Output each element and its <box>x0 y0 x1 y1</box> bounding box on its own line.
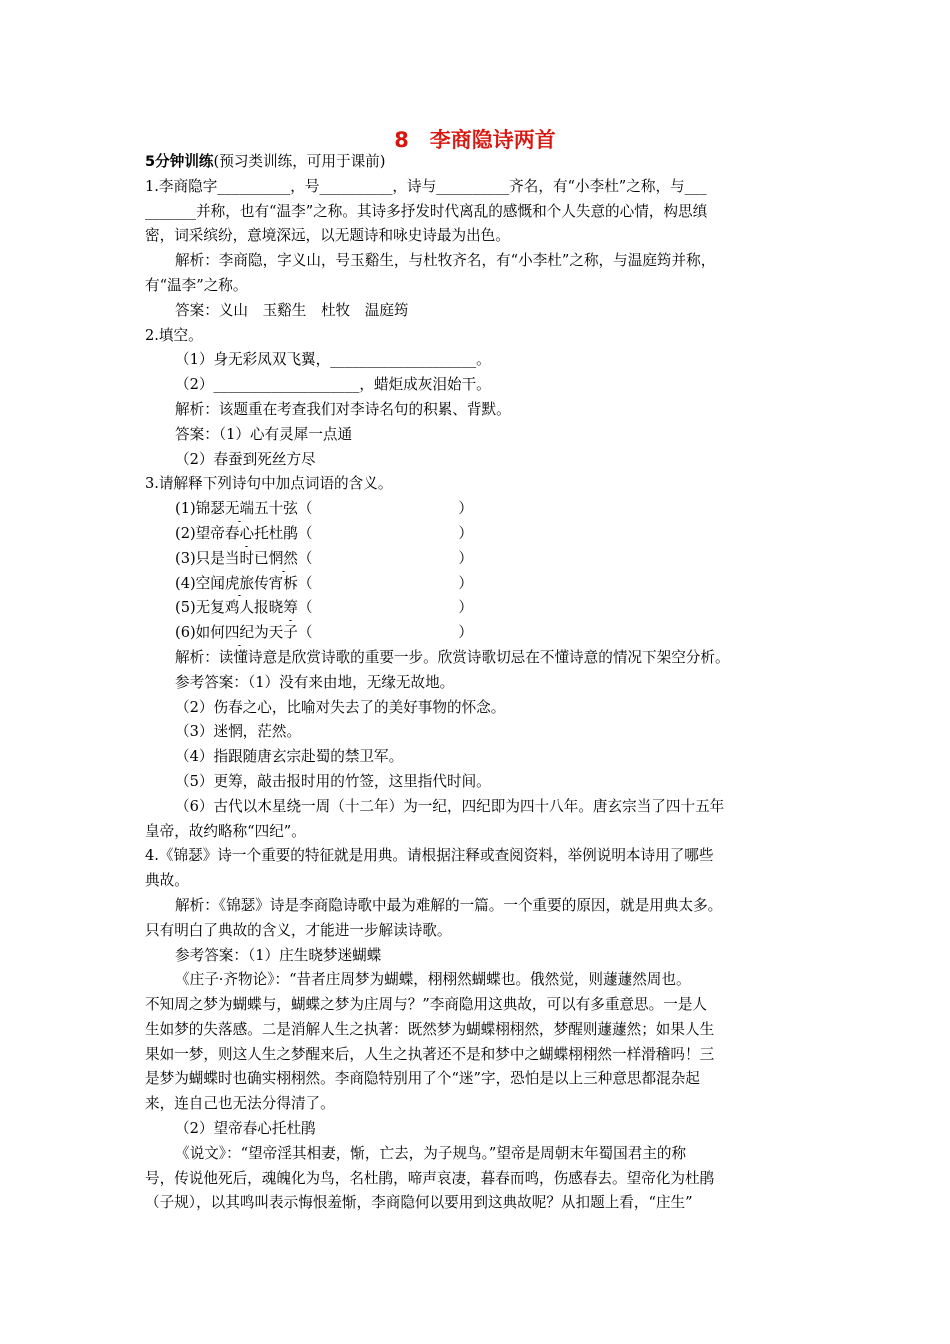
q4-para-1-line-5: 是梦为蝴蝶时也确实栩栩然。李商隐特别用了个“迷”字，恐怕是以上三种意思都混杂起 <box>145 1070 700 1088</box>
q3-item-text: (1)锦瑟 <box>175 500 225 518</box>
q3-item-text: (6)如何 <box>175 624 225 642</box>
q3-answer-3: （3）迷惘，茫然。 <box>175 723 302 741</box>
q2-answer-2: （2）春蚕到死丝方尽 <box>175 450 316 468</box>
q4-stem-2: 典故。 <box>145 872 189 890</box>
q4-sub-heading-2: （2）望帝春心托杜鹃 <box>175 1120 316 1138</box>
q3-item-text: (2)望帝春 <box>175 524 240 542</box>
q4-para-1-line-1: 《庄子·齐物论》：“昔者庄周梦为蝴蝶，栩栩然蝴蝶也。俄然觉，则蘧蘧然周也。 <box>175 971 691 989</box>
section-header <box>145 150 811 175</box>
q4-analysis-2: 只有明白了典故的含义，才能进一步解读诗歌。 <box>145 921 452 939</box>
document-body <box>145 150 811 1216</box>
q3-item <box>145 572 811 597</box>
q3-item <box>145 522 811 547</box>
q4-para-2-line-3: （子规），以其鸣叫表示悔恨羞惭，李商隐何以要用到这典故呢？从扣题上看，“庄生” <box>145 1194 693 1212</box>
q1-answer: 答案：义山 玉谿生 杜牧 温庭筠 <box>175 301 409 319</box>
section-note: (预习类训练，可用于课前) <box>213 153 386 170</box>
q3-item-blank: （ ） <box>297 549 473 567</box>
section-label: 5分钟训练 <box>145 153 214 170</box>
page-title: 8 李商隐诗两首 <box>394 128 556 152</box>
dotted-word: 心 <box>239 522 254 547</box>
q3-item-blank: 传宵柝（ ） <box>254 574 473 592</box>
q4-ref-answer: 参考答案：（1）庄生晓梦迷蝴蝶 <box>175 946 382 964</box>
q3-item-blank: 为天子（ ） <box>254 624 473 642</box>
dotted-word: 无端 <box>225 497 254 522</box>
q4-para-2-line-2: 号，传说他死后，魂魄化为鸟，名杜鹃，啼声哀凄，暮春而鸣，伤感春去。望帝化为杜鹃 <box>145 1169 715 1187</box>
q4-para-1-line-6: 来，连自己也无法分得清了。 <box>145 1095 335 1113</box>
q3-item-text: (3)只是当时已 <box>175 549 269 567</box>
q3-item-blank: 五十弦（ ） <box>254 500 473 518</box>
q4-para-1-line-2: 不知周之梦为蝴蝶与，蝴蝶之梦为庄周与？”李商隐用这典故，可以有多重意思。一是人 <box>145 996 708 1014</box>
q3-item-text: (4)空闻 <box>175 574 225 592</box>
dotted-word: 惘然 <box>269 547 298 572</box>
q3-item-text: (5)无复鸡人报晓 <box>175 599 284 617</box>
q1-line-2: _______并称，也有“温李”之称。其诗多抒发时代离乱的感慨和个人失意的心情，构思缜 <box>145 202 708 220</box>
dotted-word: 四纪 <box>225 621 254 646</box>
q4-stem-1: 4.《锦瑟》诗一个重要的特征就是用典。请根据注释或查阅资料，举例说明本诗用了哪些 <box>145 847 714 865</box>
q4-para-1-line-4: 果如一梦，则这人生之梦醒来后，人生之执著还不是和梦中之蝴蝶栩栩然一样滑稽吗！三 <box>145 1045 715 1063</box>
q3-item-blank: （ ） <box>297 599 473 617</box>
q3-item <box>145 497 811 522</box>
q2-item-1: （1）身无彩凤双飞翼，____________________。 <box>175 351 491 369</box>
q3-item <box>145 596 811 621</box>
q3-answer-5: （5）更筹，敲击报时用的竹签，这里指代时间。 <box>175 772 491 790</box>
dotted-word: 筹 <box>283 596 298 621</box>
q3-stem: 3.请解释下列诗句中加点词语的含义。 <box>145 475 393 493</box>
q1-line-3: 密，词采缤纷，意境深远，以无题诗和咏史诗最为出色。 <box>145 227 510 245</box>
q3-answer-2: （2）伤春之心，比喻对失去了的美好事物的怀念。 <box>175 698 506 716</box>
q1-analysis-line-1: 解析：李商隐，字义山，号玉谿生，与杜牧齐名，有“小李杜”之称，与温庭筠并称， <box>175 252 716 270</box>
q2-item-2: （2）____________________，蜡炬成灰泪始干。 <box>175 376 491 394</box>
q3-analysis: 解析：读懂诗意是欣赏诗歌的重要一步。欣赏诗歌切忌在不懂诗意的情况下架空分析。 <box>175 648 730 666</box>
q2-stem: 2.填空。 <box>145 326 203 344</box>
q3-answer-6-cont: 皇帝，故约略称“四纪”。 <box>145 822 306 840</box>
q2-answer-1: 答案：（1）心有灵犀一点通 <box>175 425 353 443</box>
q4-analysis-1: 解析：《锦瑟》诗是李商隐诗歌中最为难解的一篇。一个重要的原因，就是用典太多。 <box>175 896 723 914</box>
q4-para-2-line-1: 《说文》：“望帝淫其相妻，惭，亡去，为子规鸟。”望帝是周朝末年蜀国君主的称 <box>175 1144 687 1162</box>
dotted-word: 虎旅 <box>225 572 254 597</box>
q4-para-1-line-3: 生如梦的失落感。二是消解人生之执著：既然梦为蝴蝶栩栩然，梦醒则蘧蘧然；如果人生 <box>145 1020 715 1038</box>
q3-answer-4: （4）指跟随唐玄宗赴蜀的禁卫军。 <box>175 748 404 766</box>
q2-analysis: 解析：该题重在考查我们对李诗名句的积累、背默。 <box>175 400 511 418</box>
q1-line-1: 1.李商隐字__________，号__________，诗与__________齐名，有“小李杜”之称，与___ <box>145 177 707 195</box>
q3-item <box>145 547 811 572</box>
q3-ref-answer: 参考答案：（1）没有来由地，无缘无故地。 <box>175 673 455 691</box>
q3-item <box>145 621 811 646</box>
q1-analysis-line-2: 有“温李”之称。 <box>145 276 248 294</box>
q3-answer-6: （6）古代以木星绕一周（十二年）为一纪，四纪即为四十八年。唐玄宗当了四十五年 <box>175 797 725 815</box>
q3-item-blank: 托杜鹃（ ） <box>254 524 473 542</box>
